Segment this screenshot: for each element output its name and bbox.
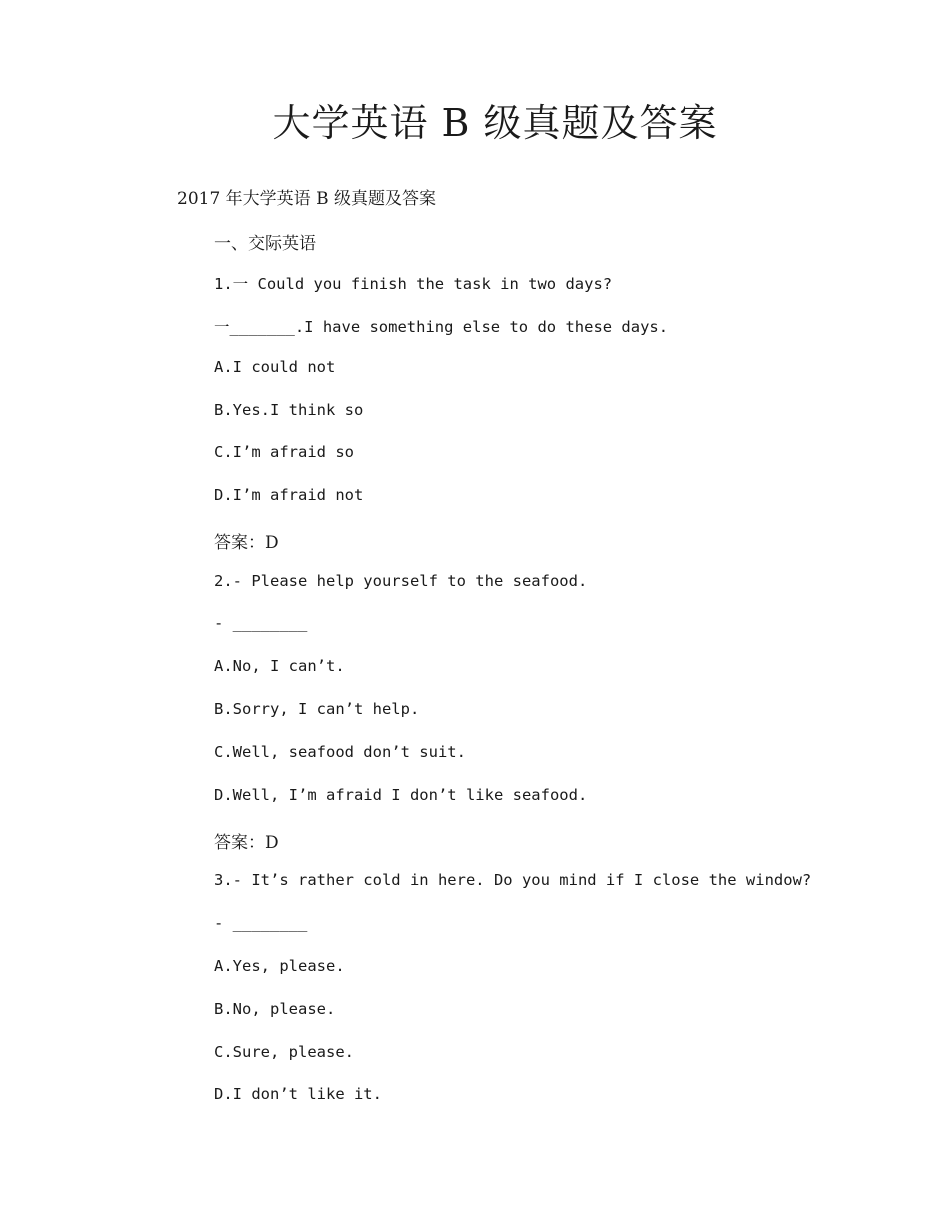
question-1-option-a: A.I could not — [214, 358, 336, 376]
question-1-reply: 一_______.I have something else to do these days. — [214, 318, 669, 336]
question-2-option-b: B.Sorry, I can’t help. — [214, 700, 420, 718]
question-2-prompt: 2.- Please help yourself to the seafood. — [214, 572, 588, 590]
document-subtitle: 2017 年大学英语 B 级真题及答案 — [177, 189, 436, 209]
question-1-option-b: B.Yes.I think so — [214, 401, 364, 419]
question-2-option-c: C.Well, seafood don’t suit. — [214, 743, 466, 761]
question-2-reply: - ________ — [214, 614, 308, 632]
question-1-option-c: C.I’m afraid so — [214, 443, 354, 461]
question-3-option-d: D.I don’t like it. — [214, 1085, 382, 1103]
question-1-answer: 答案：D — [214, 533, 279, 553]
question-3-prompt: 3.- It’s rather cold in here. Do you mind if I close the window? — [214, 871, 812, 889]
question-3-option-b: B.No, please. — [214, 1000, 336, 1018]
question-3-option-c: C.Sure, please. — [214, 1043, 354, 1061]
question-1-prompt: 1.一 Could you finish the task in two days? — [214, 275, 613, 293]
question-2-option-d: D.Well, I’m afraid I don’t like seafood. — [214, 786, 588, 804]
document-title: 大学英语 B 级真题及答案 — [272, 101, 718, 145]
section-heading: 一、交际英语 — [214, 234, 316, 254]
question-3-reply: - ________ — [214, 914, 308, 932]
question-2-answer: 答案：D — [214, 833, 279, 853]
question-2-option-a: A.No, I can’t. — [214, 657, 345, 675]
question-1-option-d: D.I’m afraid not — [214, 486, 364, 504]
question-3-option-a: A.Yes, please. — [214, 957, 345, 975]
